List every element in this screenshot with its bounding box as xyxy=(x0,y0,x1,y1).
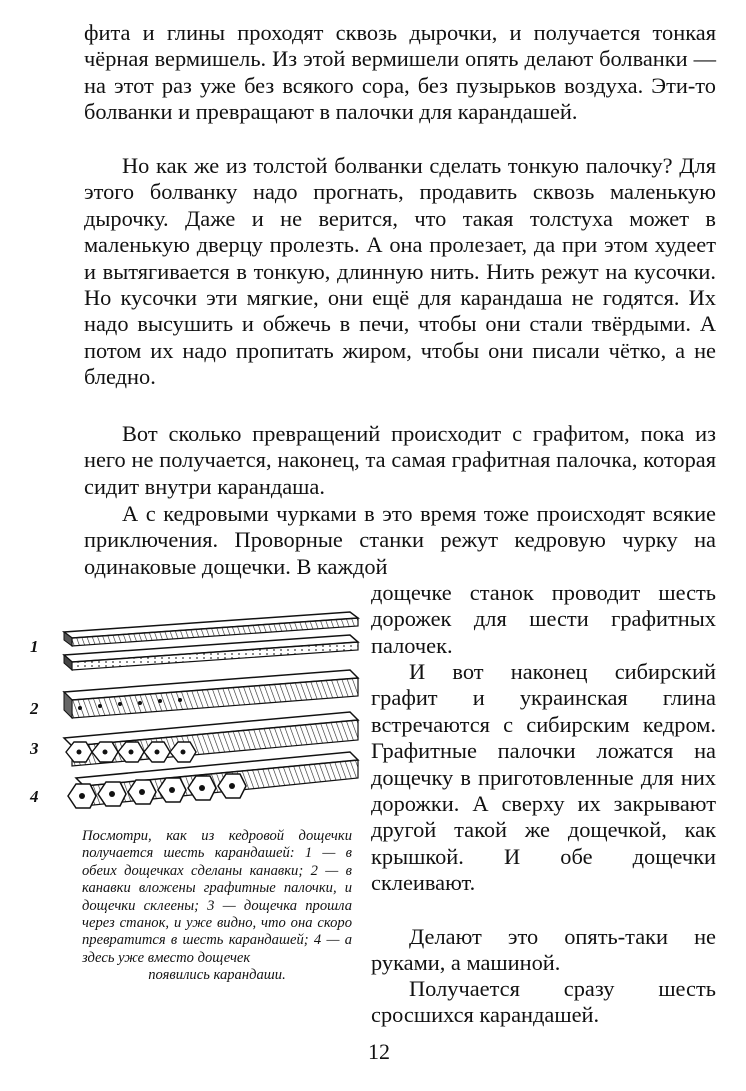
board-stage-1 xyxy=(64,612,358,670)
paragraph-grooves: дощечке станок проводит шесть дорожек для шести графитных палочек. xyxy=(371,580,716,658)
figure-label-3: 3 xyxy=(30,739,39,758)
paragraph-by-machine: Делают это опять-таки не руками, а машиной. xyxy=(371,924,716,976)
figure-label-2: 2 xyxy=(30,699,39,718)
paragraph-cedar-blocks: А с кедровыми чурками в это время тоже происходят всякие приключения. Проворные станки режут кедровую чурку на одинаковые дощечки. В каждой xyxy=(84,501,716,579)
paragraph-graphite-meets-cedar: И вот наконец сибирский графит и украинская глина встречаются с сибирским кедром. Графитные палочки ложатся на дощечку в приготовленные для них дорожки. А сверху их закрывают другой такой же дощечкой, как крышкой. И обе дощечки склеивают. xyxy=(371,659,716,896)
figure-caption-last-line: появились карандаши. xyxy=(148,967,286,984)
paragraph-six-pencils: Получается сразу шесть сросшихся карандашей. xyxy=(371,976,716,1028)
paragraph-how-to-make-stick: Но как же из толстой болванки сделать тонкую палочку? Для этого болванку надо прогнать, продавить сквозь маленькую дырочку. Даже и не верится, что такая толстуха может в маленькую дверцу пролезть. А она пролезает, да при этом худеет и вытягивается в тонкую, длинную нить. Нить режут на кусочки. Но кусочки эти мягкие, они ещё для карандаша не годятся. Их надо высушить и обжечь в печи, чтобы они стали твёрдыми. А потом их надо пропитать жиром, чтобы они писали чётко, а не бледно. xyxy=(84,153,716,390)
figure-label-4: 4 xyxy=(30,787,39,806)
figure-label-1: 1 xyxy=(30,637,39,656)
pencil-boards-illustration xyxy=(20,600,365,825)
figure-caption xyxy=(82,828,352,985)
page-number: 12 xyxy=(368,1039,390,1064)
figure-caption-text: Посмотри, как из кедровой дощечки получается шесть карандашей: 1 — в обеих дощечках сделаны канавки; 2 — в канавки вложены графитные палочки, и дощечки склеены; 3 — дощечка прошла через станок, и уже видно, что она скоро превратится в шесть карандашей; 4 — а здесь уже вместо дощечек xyxy=(82,828,352,966)
board-stage-2 xyxy=(64,670,358,718)
paragraph-transformations: Вот сколько превращений происходит с графитом, пока из него не получается, наконец, та самая графитная палочка, которая сидит внутри карандаша. xyxy=(84,421,716,499)
pencil-boards-drawing xyxy=(20,600,365,825)
paragraph-continuation: фита и глины проходят сквозь дырочки, и получается тонкая чёрная вермишель. Из этой вермишели опять делают болванки — на этот раз уже без всякого сора, без пузырьков воздуха. Эти-то болванки и превращают в палочки для карандашей. xyxy=(84,20,716,125)
